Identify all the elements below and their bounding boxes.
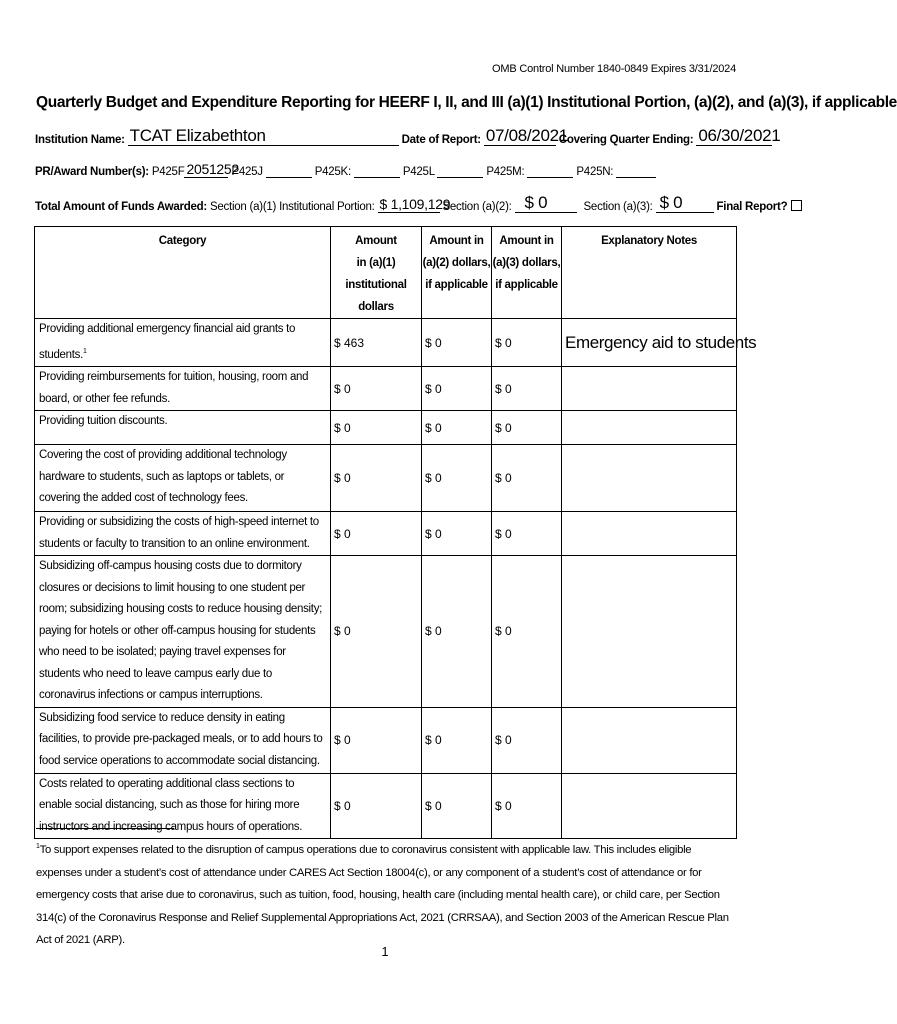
institution-value: TCAT Elizabethton — [129, 126, 266, 145]
table-row — [35, 319, 737, 367]
notes-cell[interactable] — [562, 707, 737, 773]
footnote-ref: 1 — [82, 347, 87, 355]
category-cell: Providing reimbursements for tuition, housing, room and board, or other fee refunds. — [35, 367, 331, 411]
p425m-label: P425M: — [486, 166, 525, 178]
p425j-label: P425J — [231, 166, 263, 178]
a2-amount-cell[interactable]: $ 0 — [422, 773, 492, 839]
category-cell: Covering the cost of providing additional technology hardware to students, such as laptops or tablets, or covering the added cost of technology fees. — [35, 445, 331, 512]
quarter-field[interactable] — [696, 126, 781, 146]
category-cell: Providing or subsidizing the costs of high-speed internet to students or faculty to transition to an online environment. — [35, 512, 331, 556]
a2-total-value: $ 0 — [524, 193, 548, 212]
notes-cell[interactable] — [562, 556, 737, 708]
table-row — [35, 367, 737, 411]
p425k-label: P425K: — [314, 166, 351, 178]
p425l-field[interactable] — [437, 163, 483, 178]
a3-total-field[interactable] — [656, 193, 714, 213]
a2-total-field[interactable] — [515, 193, 577, 213]
a3-total-value: $ 0 — [659, 193, 683, 212]
final-report-checkbox[interactable] — [791, 200, 802, 211]
notes-cell[interactable] — [562, 367, 737, 411]
a2-header-line: (a)(2) dollars, — [422, 257, 491, 269]
a3-amount-cell[interactable]: $ 0 — [492, 773, 562, 839]
table-row — [35, 707, 737, 773]
a3-amount-cell[interactable]: $ 0 — [492, 319, 562, 367]
a3-amount-cell[interactable]: $ 0 — [492, 512, 562, 556]
a2-amount-cell[interactable]: $ 0 — [422, 319, 492, 367]
institution-row — [35, 126, 781, 146]
a1-amount-cell[interactable]: $ 0 — [331, 773, 422, 839]
a2-amount-cell[interactable]: $ 0 — [422, 445, 492, 512]
a1-amount-cell[interactable]: $ 0 — [331, 367, 422, 411]
notes-cell[interactable] — [562, 445, 737, 512]
a1-amount-header — [331, 227, 422, 319]
a3-header-line: (a)(3) dollars, — [492, 257, 561, 269]
notes-cell[interactable] — [562, 773, 737, 839]
form-title: Quarterly Budget and Expenditure Reporting for HEERF I, II, and III (a)(1) Institutional Portion, (a)(2), and (a)(3), if applicable — [36, 94, 897, 111]
a2-section-label: Section (a)(2): — [442, 201, 512, 213]
a3-section-label: Section (a)(3): — [583, 201, 653, 213]
a1-amount-cell[interactable]: $ 0 — [331, 512, 422, 556]
table-row — [35, 512, 737, 556]
table-row — [35, 445, 737, 512]
category-cell: Subsidizing food service to reduce density in eating facilities, to provide pre-packaged meals, or to add hours to food service operations to accommodate social distancing. — [35, 707, 331, 773]
a3-amount-cell[interactable]: $ 0 — [492, 411, 562, 445]
report-date-value: 07/08/2021 — [485, 126, 568, 145]
a3-amount-cell[interactable]: $ 0 — [492, 367, 562, 411]
a1-amount-cell[interactable]: $ 0 — [331, 707, 422, 773]
category-cell — [35, 319, 331, 367]
final-report-label: Final Report? — [716, 201, 788, 213]
notes-cell[interactable] — [562, 512, 737, 556]
a2-amount-cell[interactable]: $ 0 — [422, 707, 492, 773]
p425f-field[interactable] — [184, 161, 239, 178]
a3-amount-header — [492, 227, 562, 319]
page-number: 1 — [381, 944, 389, 959]
award-label: PR/Award Number(s): — [35, 166, 149, 178]
a2-header-line: if applicable — [425, 279, 488, 291]
a1-amount-cell[interactable]: $ 0 — [331, 411, 422, 445]
award-row — [35, 163, 656, 178]
a1-amount-cell[interactable]: $ 0 — [331, 445, 422, 512]
a1-header-line: institutional dollars — [345, 279, 407, 313]
footnote-text: To support expenses related to the disruption of campus operations due to coronavirus consistent with applicable law. This includes eligible expenses under a student’s cost of attendance under CARES Act Section 18004(c), or any component of a student’s cost of attendance or for emergency costs that arise due to coronavirus, such as tuition, food, housing, health care (including mental health care), or child care, per Section 314(c) of the Coronavirus Response and Relief Supplemental Appropriations Act, 2021 (CRRSAA), and Section 2003 of the American Rescue Plan Act of 2021 (ARP). — [36, 844, 729, 946]
a1-amount-cell[interactable]: $ 463 — [331, 319, 422, 367]
a2-amount-cell[interactable]: $ 0 — [422, 512, 492, 556]
a3-amount-cell[interactable]: $ 0 — [492, 556, 562, 708]
a1-header-line: Amount — [355, 235, 397, 247]
category-cell: Subsidizing off-campus housing costs due to dormitory closures or decisions to limit housing to one student per room; subsidizing housing costs to reduce housing density; paying for hotels or other off-campus housing for students who need to be isolated; paying travel expenses for students who need to leave campus early due to coronavirus infections or campus interruptions. — [35, 556, 331, 708]
footnote-marker: 1 — [36, 843, 40, 850]
quarter-label: Covering Quarter Ending: — [558, 134, 694, 146]
a1-total-value: $ 1,109,129 — [379, 196, 451, 212]
a2-amount-header — [422, 227, 492, 319]
p425k-field[interactable] — [354, 163, 400, 178]
p425f-label: P425F — [151, 166, 185, 178]
category-cell: Providing tuition discounts. — [35, 411, 331, 445]
report-date-field[interactable] — [484, 126, 568, 146]
table-header-row — [35, 227, 737, 319]
table-row — [35, 556, 737, 708]
p425n-field[interactable] — [616, 163, 656, 178]
table-row — [35, 411, 737, 445]
expenditure-table — [34, 226, 757, 839]
quarter-value: 06/30/2021 — [698, 126, 781, 145]
a2-amount-cell[interactable]: $ 0 — [422, 367, 492, 411]
a1-section-label: Section (a)(1) Institutional Portion: — [209, 201, 375, 213]
total-funds-row — [35, 193, 802, 213]
a3-header-line: if applicable — [495, 279, 558, 291]
category-header: Category — [35, 227, 331, 319]
notes-cell[interactable]: Emergency aid to students — [562, 319, 737, 367]
footnote — [36, 836, 740, 952]
category-text: Providing additional emergency financial aid grants to students. — [39, 323, 296, 361]
notes-cell[interactable] — [562, 411, 737, 445]
a2-amount-cell[interactable]: $ 0 — [422, 556, 492, 708]
a1-amount-cell[interactable]: $ 0 — [331, 556, 422, 708]
a3-amount-cell[interactable]: $ 0 — [492, 445, 562, 512]
notes-header: Explanatory Notes — [562, 227, 737, 319]
a2-amount-cell[interactable]: $ 0 — [422, 411, 492, 445]
a2-header-line: Amount in — [429, 235, 484, 247]
a3-header-line: Amount in — [499, 235, 554, 247]
p425f-value: 2051252 — [186, 161, 239, 177]
p425j-field[interactable] — [266, 163, 312, 178]
p425n-label: P425N: — [576, 166, 614, 178]
p425l-label: P425L — [402, 166, 435, 178]
report-date-label: Date of Report: — [401, 134, 481, 146]
a1-header-line: in (a)(1) — [356, 257, 396, 269]
total-funds-label: Total Amount of Funds Awarded: — [35, 201, 208, 213]
p425m-field[interactable] — [527, 163, 573, 178]
institution-field[interactable] — [128, 126, 399, 146]
omb-control-number: OMB Control Number 1840-0849 Expires 3/31/2024 — [492, 63, 736, 75]
institution-label: Institution Name: — [35, 134, 125, 146]
a1-total-field[interactable] — [378, 196, 451, 213]
a3-amount-cell[interactable]: $ 0 — [492, 707, 562, 773]
category-cell: Costs related to operating additional class sections to enable social distancing, such as those for hiring more instructors and increasing campus hours of operations. — [35, 773, 331, 839]
footnote-divider — [36, 828, 174, 829]
